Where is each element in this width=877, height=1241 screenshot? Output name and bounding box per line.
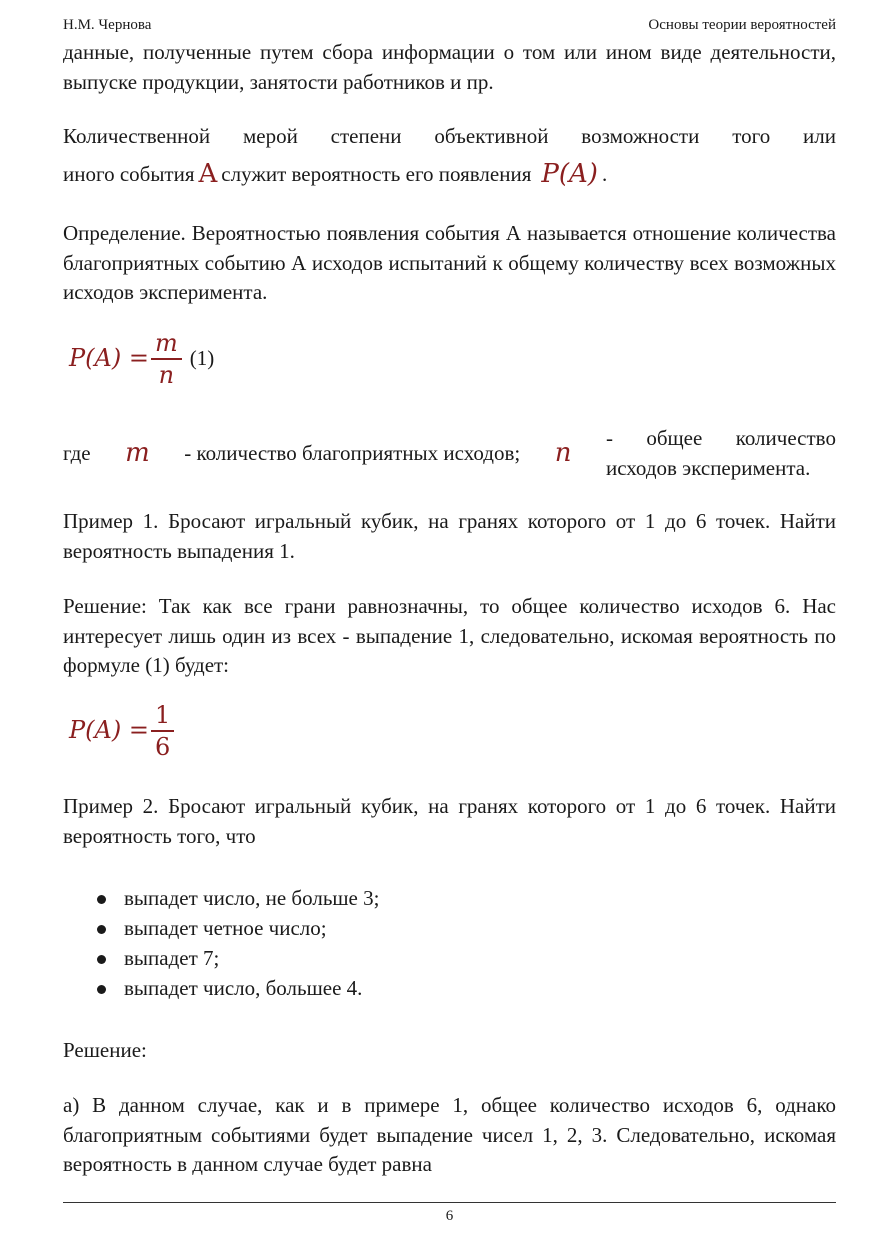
formula-2-fraction (151, 700, 174, 762)
text-segment: где (63, 440, 91, 465)
formula-2-numerator: 1 (151, 700, 174, 732)
list-item-text: выпадет 7; (124, 946, 220, 971)
m-math: m (125, 437, 150, 468)
page-number: 6 (445, 1208, 454, 1224)
formula-2-lhs: P(A) = (69, 716, 149, 745)
bullet-icon (97, 895, 106, 904)
bullet-icon (97, 925, 106, 934)
paragraph-example-1: Пример 1. Бросают игральный кубик, на гранях которого от 1 до 6 точек. Найти вероятность выпадения 1. (63, 509, 836, 563)
text-segment: - количество благоприятных исходов; (184, 440, 521, 465)
text-segment: служит вероятность его появления (221, 161, 532, 186)
document-page (63, 0, 836, 1241)
formula-1 (69, 328, 214, 390)
text-segment: . (601, 161, 608, 186)
formula-1-lhs: P(A) = (69, 344, 149, 373)
list-item-text: выпадет число, большее 4. (124, 976, 363, 1001)
probability-math: P(A) (541, 158, 598, 189)
page-header (63, 16, 836, 34)
bullet-icon (97, 955, 106, 964)
formula-1-ref: (1) (189, 346, 215, 371)
paragraph-example-2: Пример 2. Бросают игральный кубик, на гранях которого от 1 до 6 точек. Найти вероятность того, что (63, 794, 836, 848)
formula-2 (69, 700, 176, 762)
text-segment: - общее количество исходов эксперимента. (605, 426, 836, 480)
header-author: Н.М. Чернова (63, 17, 152, 33)
solution-2-heading: Решение: (63, 1038, 147, 1062)
list-item (63, 944, 379, 974)
n-math: n (554, 437, 572, 468)
paragraph-definition: Определение. Вероятностью появления события А называется отношение количества благоприятных событию А исходов испытаний к общему количеству всех возможных исходов эксперимента. (63, 221, 836, 304)
paragraph-solution-2a: а) В данном случае, как и в примере 1, общее количество исходов 6, однако благоприятным событиями будет выпадение чисел 1, 2, 3. Следовательно, искомая вероятность в данном случае будет равна (63, 1093, 836, 1176)
bullet-icon (97, 985, 106, 994)
paragraph-where (63, 424, 836, 483)
list-item-text: выпадет число, не больше 3; (124, 886, 380, 911)
paragraph-intro: данные, полученные путем сбора информации о том или ином виде деятельности, выпуске продукции, занятости работников и пр. (63, 40, 836, 94)
paragraph-measure-line1: Количественной мерой степени объективной возможности того или (63, 124, 836, 148)
formula-2-denominator: 6 (154, 733, 171, 761)
formula-1-numerator: m (151, 328, 182, 360)
list-item (63, 974, 379, 1004)
condition-list (63, 884, 379, 1004)
header-title: Основы теории вероятностей (648, 17, 836, 33)
event-a-math: A (198, 158, 218, 189)
footer-divider (63, 1202, 836, 1203)
paragraph-measure (63, 122, 836, 189)
text-segment: иного события (63, 161, 195, 186)
paragraph-measure-line2 (63, 160, 836, 190)
paragraph-where-line1 (63, 424, 836, 483)
formula-1-fraction (151, 328, 182, 390)
list-item (63, 884, 379, 914)
list-item (63, 914, 379, 944)
list-item-text: выпадет четное число; (124, 916, 327, 941)
paragraph-solution-1: Решение: Так как все грани равнозначны, то общее количество исходов 6. Нас интересует лишь один из всех - выпадение 1, следовательно, искомая вероятность по формуле (1) будет: (63, 594, 836, 677)
formula-1-denominator: n (158, 361, 175, 389)
